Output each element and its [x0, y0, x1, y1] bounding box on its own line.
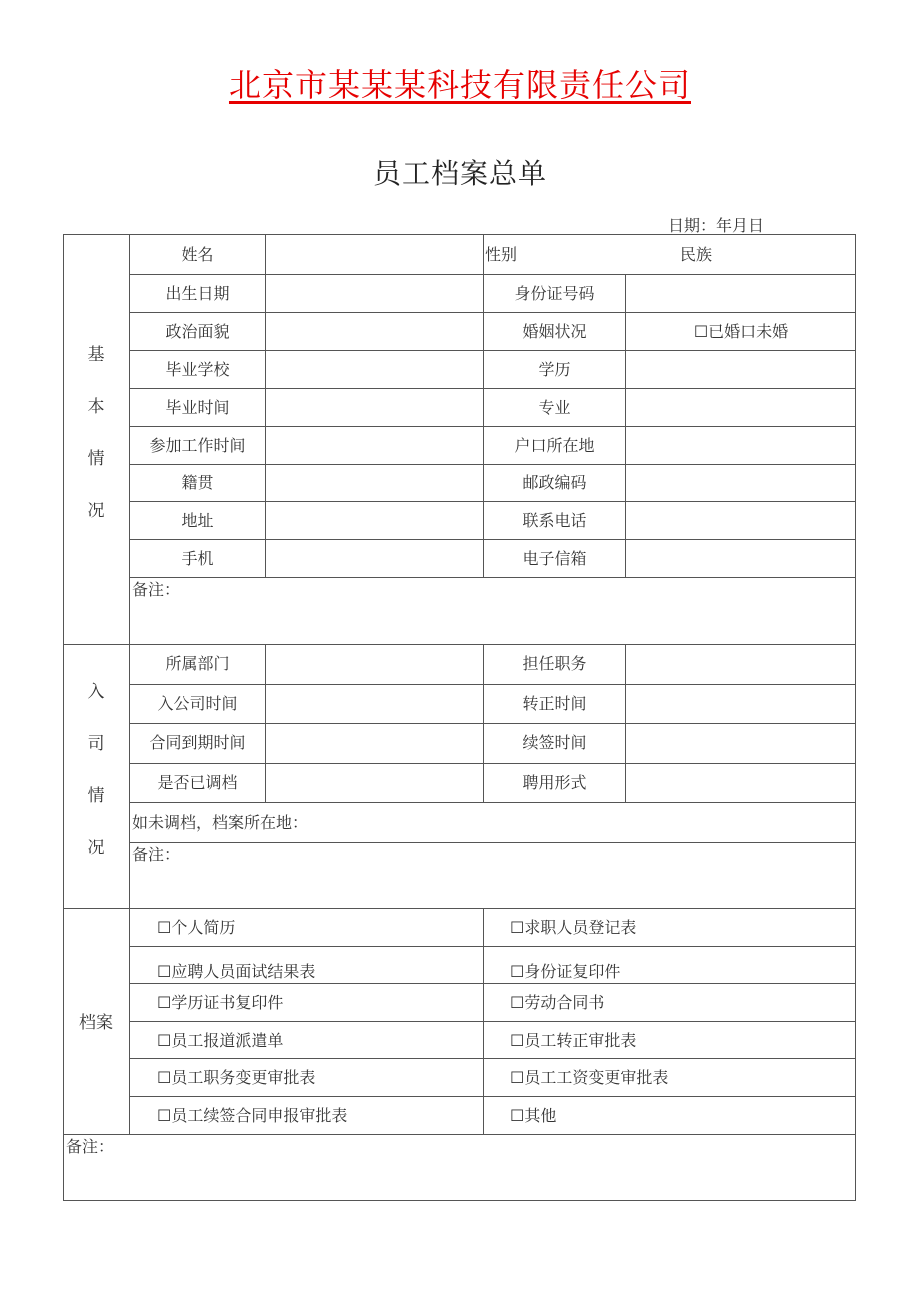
- col-line: [625, 644, 626, 802]
- label-email: 电子信箱: [522, 549, 587, 568]
- checkbox-item[interactable]: ☐其他: [510, 1106, 557, 1125]
- row-line: [129, 312, 856, 313]
- label-postcode: 邮政编码: [522, 473, 587, 492]
- row-line: [129, 842, 856, 843]
- label-regular-time: 转正时间: [522, 694, 587, 713]
- label-ethnicity: 民族: [680, 245, 713, 264]
- col-line: [625, 274, 626, 577]
- label-renewal-time: 续签时间: [522, 733, 587, 752]
- col-line: [265, 644, 266, 802]
- label-native-place: 籍贯: [181, 473, 214, 492]
- footer-remark: 备注：: [66, 1137, 115, 1156]
- section-label-basic: 基 本 情 况: [87, 345, 105, 521]
- checkbox-item[interactable]: ☐求职人员登记表: [510, 918, 637, 937]
- row-line: [129, 577, 856, 578]
- row-line: [129, 983, 856, 984]
- label-department: 所属部门: [165, 654, 230, 673]
- row-line: [129, 1021, 856, 1022]
- row-line: [129, 1096, 856, 1097]
- section-divider: [63, 644, 856, 645]
- col-line: [265, 234, 266, 577]
- company-name: 北京市某某某科技有限责任公司: [228, 66, 691, 104]
- label-contract-end: 合同到期时间: [149, 733, 246, 752]
- checkbox-item[interactable]: ☐应聘人员面试结果表: [157, 962, 316, 981]
- row-line: [129, 802, 856, 803]
- label-join-time: 入公司时间: [157, 694, 238, 713]
- label-hukou: 户口所在地: [514, 436, 595, 455]
- label-position: 担任职务: [522, 654, 587, 673]
- row-line: [129, 501, 856, 502]
- checkbox-item[interactable]: ☐身份证复印件: [510, 962, 621, 981]
- row-line: [129, 464, 856, 465]
- label-education: 学历: [538, 360, 571, 379]
- checkbox-item[interactable]: ☐员工工资变更审批表: [510, 1068, 669, 1087]
- col-line: [483, 908, 484, 1134]
- row-line: [129, 723, 856, 724]
- row-line: [129, 946, 856, 947]
- document-title: 员工档案总单: [372, 157, 547, 190]
- checkbox-item[interactable]: ☐员工报道派遣单: [157, 1031, 284, 1050]
- entry-remark: 备注：: [132, 845, 181, 864]
- row-line: [129, 350, 856, 351]
- label-id-number: 身份证号码: [514, 284, 595, 303]
- row-line: [129, 1058, 856, 1059]
- date-field: 日期：年月日: [668, 216, 765, 235]
- section-divider: [63, 1134, 856, 1135]
- checkbox-item[interactable]: ☐员工续签合同申报审批表: [157, 1106, 348, 1125]
- label-archive-location: 如未调档，档案所在地：: [132, 813, 309, 832]
- label-school: 毕业学校: [165, 360, 230, 379]
- label-transferred: 是否已调档: [157, 773, 238, 792]
- label-political-status: 政治面貌: [165, 322, 230, 341]
- label-work-start: 参加工作时间: [149, 436, 246, 455]
- checkbox-item[interactable]: ☐员工转正审批表: [510, 1031, 637, 1050]
- row-line: [129, 426, 856, 427]
- label-phone: 联系电话: [522, 511, 587, 530]
- row-line: [129, 763, 856, 764]
- label-birth-date: 出生日期: [165, 284, 230, 303]
- basic-remark: 备注：: [132, 580, 181, 599]
- row-line: [129, 684, 856, 685]
- checkbox-item[interactable]: ☐学历证书复印件: [157, 993, 284, 1012]
- row-line: [129, 274, 856, 275]
- label-name: 姓名: [181, 245, 214, 264]
- label-employment-type: 聘用形式: [522, 773, 587, 792]
- label-address: 地址: [181, 511, 214, 530]
- label-graduation-time: 毕业时间: [165, 398, 230, 417]
- label-major: 专业: [538, 398, 571, 417]
- section-divider: [63, 908, 856, 909]
- checkbox-item[interactable]: ☐劳动合同书: [510, 993, 605, 1012]
- marital-options[interactable]: ☐已婚口未婚: [693, 322, 789, 341]
- label-marital-status: 婚姻状况: [522, 322, 587, 341]
- label-gender: 性别: [485, 245, 518, 264]
- row-line: [129, 388, 856, 389]
- label-mobile: 手机: [181, 549, 214, 568]
- checkbox-item[interactable]: ☐员工职务变更审批表: [157, 1068, 316, 1087]
- section-label-archive: 档案: [79, 1013, 113, 1033]
- row-line: [129, 539, 856, 540]
- section-label-entry: 入 司 情 况: [87, 682, 105, 858]
- checkbox-item[interactable]: ☐个人简历: [157, 918, 236, 937]
